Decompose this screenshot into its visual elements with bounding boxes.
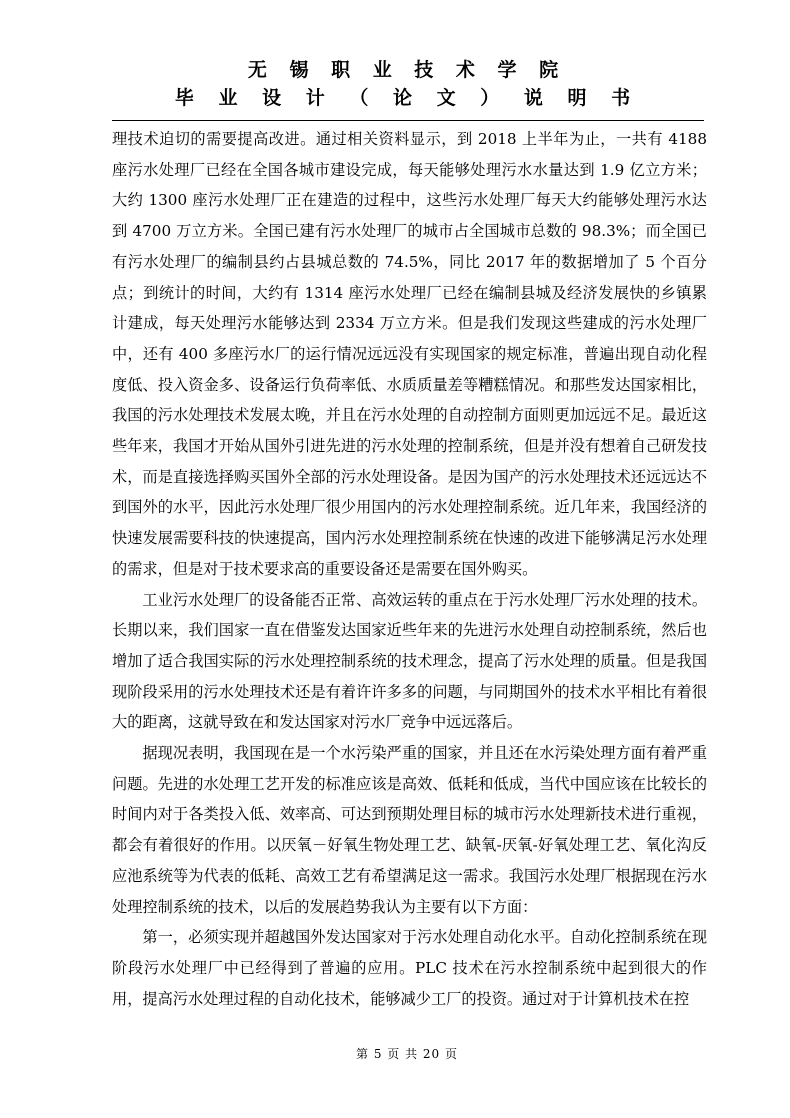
document-title: 毕 业 设 计 （ 论 文 ） 说 明 书 bbox=[174, 87, 640, 109]
paragraph-continued: 理技术迫切的需要提高改进。通过相关资料显示，到 2018 上半年为止，一共有 4188 座污水处理厂已经在全国各城市建设完成，每天能够处理污水水量达到 1.9 亿立方米；大约 1300 座污水处理厂正在建造的过程中，这些污水处理厂每天大约能够处理污水达到 4700 万立方米。全国已建有污水处理厂的城市占全国城市总数的 98.3%；而全国已有污水处理厂的编制县约占县城总数的 74.5%，同比 2017 年的数据增加了 5 个百分点；到统计的时间，大约有 1314 座污水处理厂已经在编制县城及经济发展快的乡镇累计建成，每天处理污水能够达到 2334 万立方米。但是我们发现这些建成的污水处理厂中，还有 400 多座污水厂的运行情况远远没有实现国家的规定标准，普遍出现自动化程度低、投入资金多、设备运行负荷率低、水质质量差等糟糕情况。和那些发达国家相比，我国的污水处理技术发展太晚，并且在污水处理的自动控制方面则更加远远不足。最近这些年来，我国才开始从国外引进先进的污水处理的控制系统，但是并没有想着自己研发技术，而是直接选择购买国外全部的污水处理设备。是因为国产的污水处理技术还远远达不到国外的水平，因此污水处理厂很少用国内的污水处理控制系统。近几年来，我国经济的快速发展需要科技的快速提高，国内污水处理控制系统在快速的改进下能够满足污水处理的需求，但是对于技术要求高的重要设备还是需要在国外购买。 bbox=[112, 130, 707, 578]
paragraph-first-trend: 第一，必须实现并超越国外发达国家对于污水处理自动化水平。自动化控制系统在现阶段污水处理厂中已经得到了普遍的应用。PLC 技术在污水控制系统中起到很大的作用，提高污水处理过程的自动化技术，能够减少工厂的投资。通过对于计算机技术在控 bbox=[112, 928, 707, 1008]
paragraph-current-situation: 据现况表明，我国现在是一个水污染严重的国家，并且还在水污染处理方面有着严重问题。先进的水处理工艺开发的标准应该是高效、低耗和低成，当代中国应该在比较长的时间内对于各类投入低、效率高、可达到预期处理目标的城市污水处理新技术进行重视，都会有着很好的作用。以厌氧－好氧生物处理工艺、缺氧-厌氧-好氧处理工艺、氧化沟反应池系统等为代表的低耗、高效工艺有希望满足这一需求。我国污水处理厂根据现在污水处理控制系统的技术，以后的发展趋势我认为主要有以下方面： bbox=[112, 744, 707, 916]
page-header bbox=[112, 56, 702, 112]
header-divider bbox=[112, 120, 704, 121]
paragraph-industrial-wastewater: 工业污水处理厂的设备能否正常、高效运转的重点在于污水处理厂污水处理的技术。长期以来，我们国家一直在借鉴发达国家近些年来的先进污水处理自动控制系统，然后也增加了适合我国实际的污水处理控制系统的技术理念，提高了污水处理的质量。但是我国现阶段采用的污水处理技术还是有着许许多多的问题，与同期国外的技术水平相比有着很大的距离，这就导致在和发达国家对污水厂竞争中远远落后。 bbox=[112, 590, 707, 732]
school-name: 无 锡 职 业 技 术 学 院 bbox=[247, 59, 567, 81]
page-number: 第 5 页 共 20 页 bbox=[356, 1047, 458, 1061]
body-text bbox=[112, 124, 707, 1014]
